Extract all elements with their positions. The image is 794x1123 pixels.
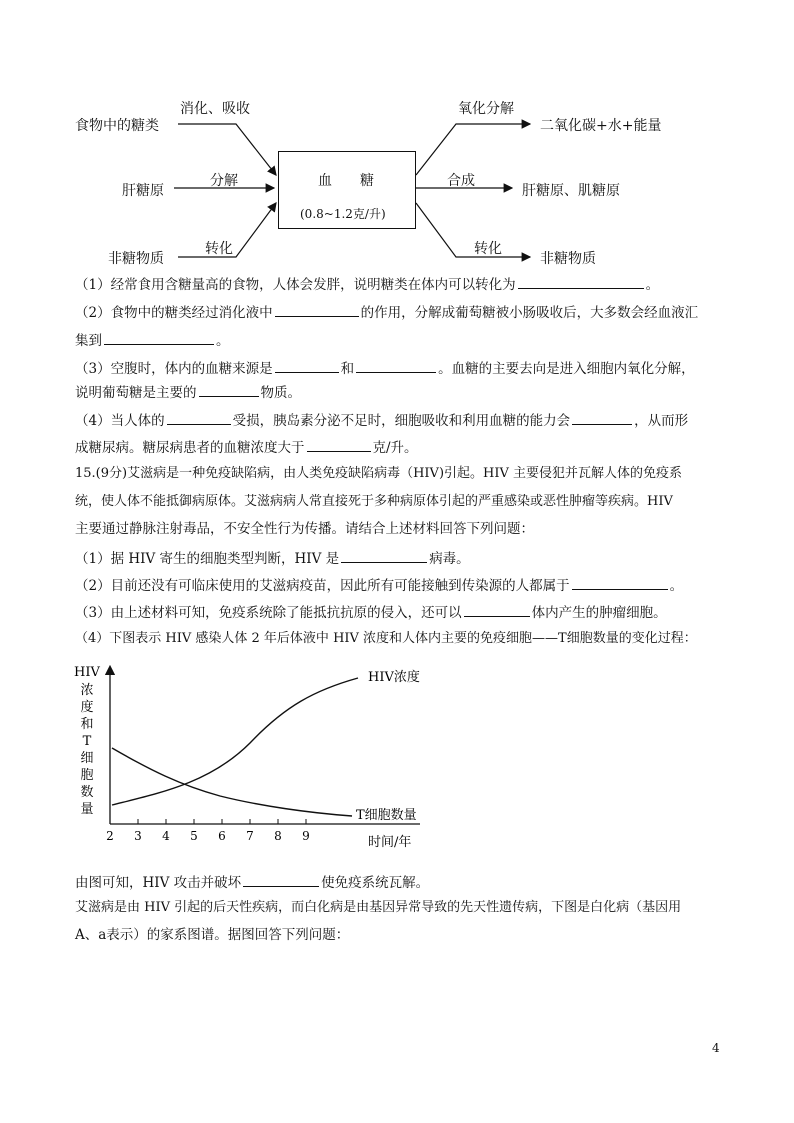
q15-part1: （1）据 HIV 寄生的细胞类型判断，HIV 是 病毒。: [75, 551, 470, 567]
q15-part3: （3）由上述材料可知，免疫系统除了能抵抗抗原的侵入，还可以 体内产生的肿瘤细胞。: [75, 605, 667, 621]
series-label-hiv: HIV浓度: [368, 670, 420, 685]
x-tick-label: 7: [246, 829, 254, 843]
series-label-tcell: T细胞数量: [356, 808, 417, 823]
blood-sugar-range: (0.8~1.2克/升): [300, 207, 386, 221]
x-tick-label: 6: [218, 829, 226, 843]
answer-blank[interactable]: [167, 411, 231, 425]
answer-blank[interactable]: [275, 303, 359, 317]
answer-blank[interactable]: [199, 383, 259, 397]
answer-blank[interactable]: [243, 873, 319, 887]
q15-part2: （2）目前还没有可临床使用的艾滋病疫苗，因此所有可能接触到传染源的人都属于 。: [75, 578, 684, 594]
q15-intro-2: 统，使人体不能抵御病原体。艾滋病病人常直接死于多种病原体引起的严重感染或恶性肿瘤等疾病。HIV: [75, 494, 673, 509]
glycogen-products-label: 肝糖原、肌糖原: [522, 183, 620, 199]
diagram-arrows: [0, 0, 794, 300]
liver-glycogen-label: 肝糖原: [122, 183, 164, 199]
q15-after-2: 艾滋病是由 HIV 引起的后天性疾病，而白化病是由基因异常导致的先天性遗传病，下图是白化病（基因用: [75, 900, 682, 915]
q14-part4: （4）当人体的 受损，胰岛素分泌不足时，细胞吸收和利用血糖的能力会 ，从而形: [75, 413, 689, 429]
x-tick-label: 9: [302, 829, 310, 843]
synthesize-label: 合成: [447, 173, 475, 189]
q14-part2: （2）食物中的糖类经过消化液中 的作用，分解成葡萄糖被小肠吸收后，大多数会经血液汇: [75, 305, 699, 321]
decompose-label: 分解: [210, 173, 238, 189]
x-tick-label: 4: [162, 829, 170, 843]
nonsugar-source-label: 非糖物质: [108, 251, 164, 267]
q15-intro-3: 主要通过静脉注射毒品，不安全性行为传播。请结合上述材料回答下列问题：: [75, 521, 534, 537]
q14-part2-cont: 集到 。: [75, 333, 230, 349]
q14-part3-cont: 说明葡萄糖是主要的 物质。: [75, 385, 301, 401]
q15-intro-1: 15.(9分)艾滋病是一种免疫缺陷病，由人类免疫缺陷病毒（HIV)引起。HIV 主要侵犯并瓦解人体的免疫系: [75, 466, 683, 481]
answer-blank[interactable]: [518, 275, 644, 289]
q15-part4: （4）下图表示 HIV 感染人体 2 年后体液中 HIV 浓度和人体内主要的免疫细胞——T细胞数量的变化过程：: [75, 631, 697, 646]
hiv-tcell-chart: [70, 658, 450, 858]
x-tick-label: 5: [190, 829, 198, 843]
y-label-char: 细: [80, 751, 94, 766]
q14-part1: （1）经常食用含糖量高的食物，人体会发胖，说明糖类在体内可以转化为 。: [75, 277, 660, 293]
y-label-char: 浓: [80, 683, 94, 698]
answer-blank[interactable]: [307, 438, 371, 452]
nonsugar-product-label: 非糖物质: [540, 251, 596, 267]
convert-in-label: 转化: [205, 241, 233, 257]
x-tick-label: 8: [274, 829, 282, 843]
x-tick-label: 2: [106, 829, 114, 843]
food-sugar-label: 食物中的糖类: [75, 118, 159, 134]
y-label-char: 度: [80, 700, 94, 715]
answer-blank[interactable]: [464, 603, 530, 617]
q14-part3: （3）空腹时，体内的血糖来源是 和 。血糖的主要去向是进入细胞内氧化分解，: [75, 361, 695, 377]
answer-blank[interactable]: [572, 411, 632, 425]
answer-blank[interactable]: [572, 576, 668, 590]
q15-after-3: A、a表示）的家系图谱。据图回答下列问题：: [75, 927, 350, 943]
y-label-char: 量: [80, 802, 94, 817]
y-label-char: 数: [80, 785, 94, 800]
answer-blank[interactable]: [341, 549, 427, 563]
blood-sugar-title: 血 糖: [318, 173, 374, 189]
answer-blank[interactable]: [356, 359, 436, 373]
series-line-hiv: [112, 678, 358, 805]
q14-part4-cont: 成糖尿病。糖尿病患者的血糖浓度大于 克/升。: [75, 440, 418, 456]
x-axis-label: 时间/年: [368, 835, 412, 850]
y-label-char: 和: [80, 717, 94, 732]
y-label-top: HIV: [74, 665, 100, 680]
y-label-char: T: [82, 734, 92, 749]
x-tick-label: 3: [134, 829, 142, 843]
co2-water-energy-label: 二氧化碳+水+能量: [540, 118, 662, 134]
answer-blank[interactable]: [104, 331, 214, 345]
q15-after-1: 由图可知，HIV 攻击并破坏 使免疫系统瓦解。: [75, 875, 430, 891]
y-label-char: 胞: [80, 768, 94, 783]
convert-out-label: 转化: [474, 241, 502, 257]
page-number: 4: [712, 1041, 720, 1055]
answer-blank[interactable]: [275, 359, 339, 373]
digest-absorb-label: 消化、吸收: [180, 101, 250, 117]
oxidize-label: 氧化分解: [458, 101, 514, 117]
